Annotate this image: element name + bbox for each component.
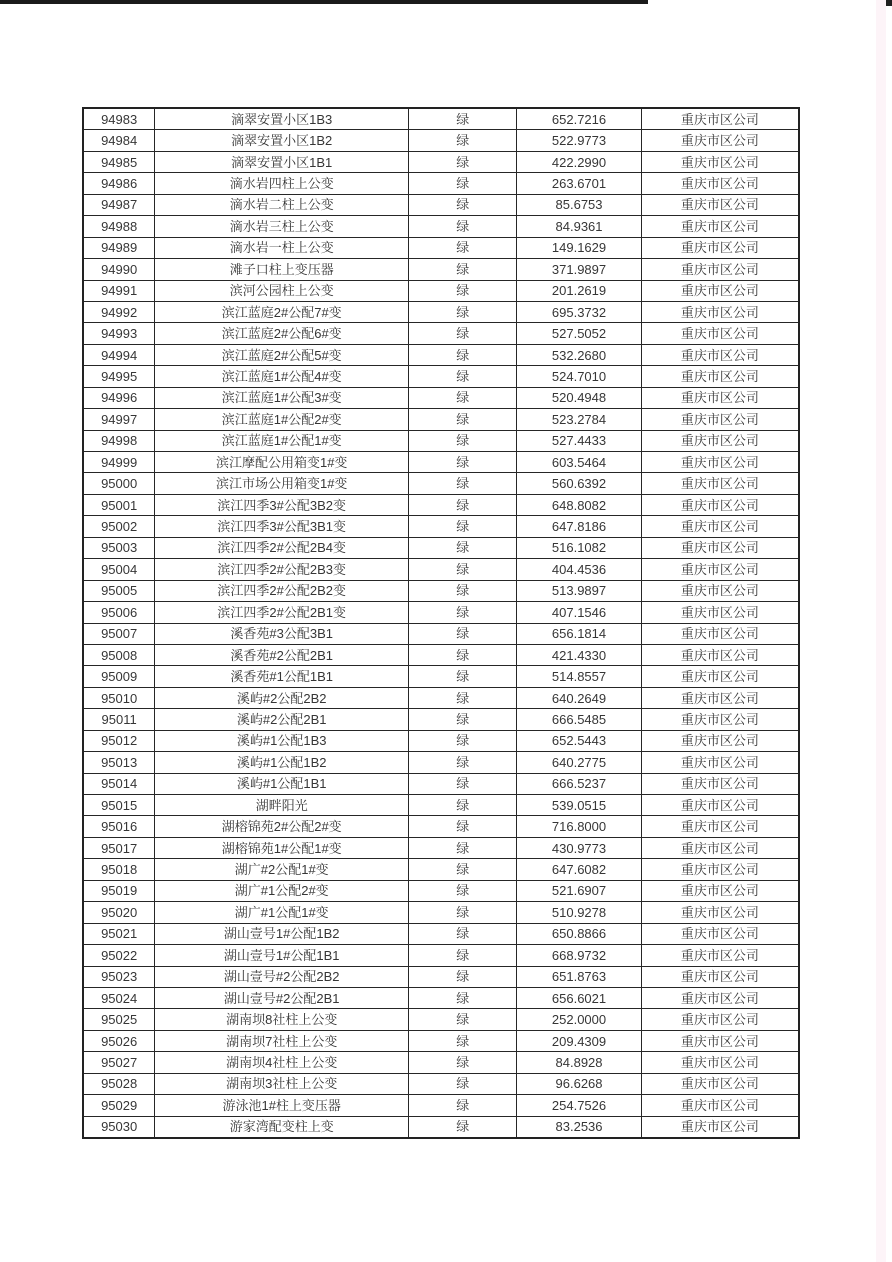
- cell-id: 94999: [83, 452, 155, 473]
- cell-status: 绿: [409, 773, 517, 794]
- cell-company: 重庆市区公司: [641, 709, 799, 730]
- cell-value: 716.8000: [517, 816, 641, 837]
- cell-id: 95014: [83, 773, 155, 794]
- table-row: [83, 1116, 799, 1138]
- cell-id: 94988: [83, 216, 155, 237]
- cell-name: 溪屿#1公配1B1: [155, 773, 409, 794]
- cell-status: 绿: [409, 151, 517, 172]
- cell-status: 绿: [409, 452, 517, 473]
- cell-status: 绿: [409, 344, 517, 365]
- cell-name: 湖广#2公配1#变: [155, 859, 409, 880]
- cell-company: 重庆市区公司: [641, 1073, 799, 1094]
- table-row: [83, 945, 799, 966]
- cell-company: 重庆市区公司: [641, 430, 799, 451]
- cell-id: 95011: [83, 709, 155, 730]
- cell-id: 95015: [83, 795, 155, 816]
- cell-id: 94990: [83, 259, 155, 280]
- table-row: [83, 387, 799, 408]
- cell-status: 绿: [409, 1116, 517, 1138]
- cell-status: 绿: [409, 280, 517, 301]
- cell-company: 重庆市区公司: [641, 280, 799, 301]
- table-row: [83, 837, 799, 858]
- cell-name: 溪香苑#3公配3B1: [155, 623, 409, 644]
- cell-company: 重庆市区公司: [641, 301, 799, 322]
- cell-id: 95027: [83, 1052, 155, 1073]
- table-row: [83, 923, 799, 944]
- cell-value: 83.2536: [517, 1116, 641, 1138]
- table-row: [83, 473, 799, 494]
- table-row: [83, 752, 799, 773]
- table-row: [83, 151, 799, 172]
- cell-id: 94989: [83, 237, 155, 258]
- cell-name: 湖榕锦苑1#公配1#变: [155, 837, 409, 858]
- cell-value: 560.6392: [517, 473, 641, 494]
- cell-id: 95003: [83, 537, 155, 558]
- cell-status: 绿: [409, 687, 517, 708]
- table-row: [83, 1009, 799, 1030]
- cell-company: 重庆市区公司: [641, 837, 799, 858]
- cell-status: 绿: [409, 1030, 517, 1051]
- table-row: [83, 259, 799, 280]
- cell-name: 滴水岩一柱上公变: [155, 237, 409, 258]
- cell-id: 95026: [83, 1030, 155, 1051]
- cell-company: 重庆市区公司: [641, 623, 799, 644]
- cell-id: 95007: [83, 623, 155, 644]
- table-row: [83, 1095, 799, 1116]
- cell-company: 重庆市区公司: [641, 602, 799, 623]
- cell-value: 647.8186: [517, 516, 641, 537]
- table-row: [83, 795, 799, 816]
- cell-name: 滨江四季2#公配2B3变: [155, 559, 409, 580]
- cell-value: 371.9897: [517, 259, 641, 280]
- cell-company: 重庆市区公司: [641, 687, 799, 708]
- cell-name: 湖广#1公配1#变: [155, 902, 409, 923]
- cell-name: 溪屿#1公配1B2: [155, 752, 409, 773]
- cell-name: 滨江四季2#公配2B1变: [155, 602, 409, 623]
- cell-value: 263.6701: [517, 173, 641, 194]
- cell-id: 95029: [83, 1095, 155, 1116]
- cell-company: 重庆市区公司: [641, 130, 799, 151]
- cell-value: 652.7216: [517, 108, 641, 130]
- cell-name: 湖广#1公配2#变: [155, 880, 409, 901]
- cell-name: 溪屿#2公配2B1: [155, 709, 409, 730]
- cell-status: 绿: [409, 880, 517, 901]
- cell-status: 绿: [409, 623, 517, 644]
- cell-value: 650.8866: [517, 923, 641, 944]
- cell-value: 520.4948: [517, 387, 641, 408]
- table-row: [83, 602, 799, 623]
- cell-status: 绿: [409, 709, 517, 730]
- cell-value: 421.4330: [517, 644, 641, 665]
- cell-id: 95024: [83, 987, 155, 1008]
- cell-value: 514.8557: [517, 666, 641, 687]
- cell-company: 重庆市区公司: [641, 409, 799, 430]
- cell-company: 重庆市区公司: [641, 559, 799, 580]
- cell-status: 绿: [409, 945, 517, 966]
- cell-value: 84.8928: [517, 1052, 641, 1073]
- cell-company: 重庆市区公司: [641, 344, 799, 365]
- cell-company: 重庆市区公司: [641, 966, 799, 987]
- cell-status: 绿: [409, 1052, 517, 1073]
- cell-value: 532.2680: [517, 344, 641, 365]
- cell-status: 绿: [409, 816, 517, 837]
- cell-company: 重庆市区公司: [641, 644, 799, 665]
- cell-name: 湖畔阳光: [155, 795, 409, 816]
- cell-company: 重庆市区公司: [641, 366, 799, 387]
- cell-value: 651.8763: [517, 966, 641, 987]
- data-table: [82, 107, 800, 1139]
- cell-status: 绿: [409, 1073, 517, 1094]
- table-row: [83, 644, 799, 665]
- cell-value: 422.2990: [517, 151, 641, 172]
- cell-value: 254.7526: [517, 1095, 641, 1116]
- cell-status: 绿: [409, 173, 517, 194]
- cell-status: 绿: [409, 387, 517, 408]
- scan-edge-right-tint: [876, 0, 886, 1262]
- cell-name: 滨江四季3#公配3B1变: [155, 516, 409, 537]
- cell-id: 94993: [83, 323, 155, 344]
- cell-company: 重庆市区公司: [641, 216, 799, 237]
- cell-status: 绿: [409, 837, 517, 858]
- cell-value: 648.8082: [517, 494, 641, 515]
- cell-value: 666.5237: [517, 773, 641, 794]
- table-row: [83, 730, 799, 751]
- cell-value: 539.0515: [517, 795, 641, 816]
- cell-value: 522.9773: [517, 130, 641, 151]
- cell-status: 绿: [409, 216, 517, 237]
- cell-id: 95000: [83, 473, 155, 494]
- table-row: [83, 130, 799, 151]
- cell-name: 滨江蓝庭2#公配7#变: [155, 301, 409, 322]
- cell-value: 201.2619: [517, 280, 641, 301]
- table-row: [83, 173, 799, 194]
- cell-status: 绿: [409, 537, 517, 558]
- cell-id: 95021: [83, 923, 155, 944]
- cell-value: 85.6753: [517, 194, 641, 215]
- cell-name: 游家湾配变柱上变: [155, 1116, 409, 1138]
- cell-id: 95028: [83, 1073, 155, 1094]
- cell-name: 滨江四季2#公配2B2变: [155, 580, 409, 601]
- table-row: [83, 623, 799, 644]
- table-body: [83, 108, 799, 1138]
- cell-company: 重庆市区公司: [641, 816, 799, 837]
- cell-status: 绿: [409, 559, 517, 580]
- scan-edge-top-strip: [0, 0, 648, 4]
- table-row: [83, 537, 799, 558]
- cell-name: 滨江蓝庭1#公配3#变: [155, 387, 409, 408]
- cell-company: 重庆市区公司: [641, 902, 799, 923]
- cell-name: 溪屿#2公配2B2: [155, 687, 409, 708]
- cell-id: 95001: [83, 494, 155, 515]
- table-row: [83, 580, 799, 601]
- cell-status: 绿: [409, 795, 517, 816]
- table-row: [83, 1052, 799, 1073]
- cell-name: 滨河公园柱上公变: [155, 280, 409, 301]
- cell-value: 84.9361: [517, 216, 641, 237]
- cell-status: 绿: [409, 923, 517, 944]
- cell-name: 湖山壹号#2公配2B1: [155, 987, 409, 1008]
- cell-company: 重庆市区公司: [641, 773, 799, 794]
- cell-value: 524.7010: [517, 366, 641, 387]
- cell-value: 404.4536: [517, 559, 641, 580]
- cell-value: 430.9773: [517, 837, 641, 858]
- cell-id: 95025: [83, 1009, 155, 1030]
- table-row: [83, 494, 799, 515]
- cell-status: 绿: [409, 602, 517, 623]
- cell-value: 640.2775: [517, 752, 641, 773]
- cell-value: 666.5485: [517, 709, 641, 730]
- table-row: [83, 108, 799, 130]
- cell-company: 重庆市区公司: [641, 516, 799, 537]
- cell-company: 重庆市区公司: [641, 473, 799, 494]
- cell-id: 95020: [83, 902, 155, 923]
- cell-status: 绿: [409, 1095, 517, 1116]
- cell-name: 滴翠安置小区1B1: [155, 151, 409, 172]
- cell-company: 重庆市区公司: [641, 259, 799, 280]
- table-row: [83, 344, 799, 365]
- cell-id: 95005: [83, 580, 155, 601]
- table-row: [83, 1030, 799, 1051]
- cell-company: 重庆市区公司: [641, 859, 799, 880]
- cell-name: 湖南坝8社柱上公变: [155, 1009, 409, 1030]
- cell-id: 95008: [83, 644, 155, 665]
- cell-value: 96.6268: [517, 1073, 641, 1094]
- cell-name: 滨江摩配公用箱变1#变: [155, 452, 409, 473]
- cell-name: 溪香苑#1公配1B1: [155, 666, 409, 687]
- cell-id: 94986: [83, 173, 155, 194]
- cell-value: 513.9897: [517, 580, 641, 601]
- cell-status: 绿: [409, 409, 517, 430]
- cell-id: 95004: [83, 559, 155, 580]
- table-row: [83, 516, 799, 537]
- table-row: [83, 902, 799, 923]
- cell-name: 湖山壹号1#公配1B1: [155, 945, 409, 966]
- cell-status: 绿: [409, 752, 517, 773]
- cell-company: 重庆市区公司: [641, 987, 799, 1008]
- cell-status: 绿: [409, 859, 517, 880]
- cell-value: 516.1082: [517, 537, 641, 558]
- cell-company: 重庆市区公司: [641, 387, 799, 408]
- table-row: [83, 430, 799, 451]
- table-row: [83, 987, 799, 1008]
- cell-name: 滴翠安置小区1B2: [155, 130, 409, 151]
- cell-name: 滨江蓝庭1#公配2#变: [155, 409, 409, 430]
- cell-name: 滨江四季2#公配2B4变: [155, 537, 409, 558]
- table-row: [83, 859, 799, 880]
- cell-status: 绿: [409, 516, 517, 537]
- cell-name: 滨江蓝庭1#公配1#变: [155, 430, 409, 451]
- cell-company: 重庆市区公司: [641, 923, 799, 944]
- cell-id: 94992: [83, 301, 155, 322]
- table-row: [83, 559, 799, 580]
- cell-company: 重庆市区公司: [641, 1030, 799, 1051]
- cell-id: 95018: [83, 859, 155, 880]
- cell-id: 94996: [83, 387, 155, 408]
- cell-company: 重庆市区公司: [641, 1052, 799, 1073]
- cell-name: 滴水岩三柱上公变: [155, 216, 409, 237]
- table-row: [83, 773, 799, 794]
- cell-id: 94991: [83, 280, 155, 301]
- cell-status: 绿: [409, 902, 517, 923]
- cell-value: 209.4309: [517, 1030, 641, 1051]
- cell-value: 695.3732: [517, 301, 641, 322]
- cell-status: 绿: [409, 580, 517, 601]
- cell-company: 重庆市区公司: [641, 945, 799, 966]
- cell-id: 94987: [83, 194, 155, 215]
- cell-name: 滩子口柱上变压器: [155, 259, 409, 280]
- cell-id: 94998: [83, 430, 155, 451]
- cell-company: 重庆市区公司: [641, 323, 799, 344]
- cell-id: 94985: [83, 151, 155, 172]
- cell-name: 滴水岩四柱上公变: [155, 173, 409, 194]
- cell-company: 重庆市区公司: [641, 537, 799, 558]
- cell-value: 527.5052: [517, 323, 641, 344]
- cell-value: 149.1629: [517, 237, 641, 258]
- cell-company: 重庆市区公司: [641, 666, 799, 687]
- cell-status: 绿: [409, 966, 517, 987]
- table-row: [83, 409, 799, 430]
- cell-company: 重庆市区公司: [641, 151, 799, 172]
- table-row: [83, 237, 799, 258]
- cell-company: 重庆市区公司: [641, 237, 799, 258]
- table-row: [83, 687, 799, 708]
- cell-company: 重庆市区公司: [641, 752, 799, 773]
- cell-name: 滨江市场公用箱变1#变: [155, 473, 409, 494]
- cell-status: 绿: [409, 259, 517, 280]
- cell-name: 滨江四季3#公配3B2变: [155, 494, 409, 515]
- table-row: [83, 880, 799, 901]
- cell-value: 523.2784: [517, 409, 641, 430]
- cell-status: 绿: [409, 730, 517, 751]
- table-row: [83, 216, 799, 237]
- cell-value: 407.1546: [517, 602, 641, 623]
- cell-status: 绿: [409, 366, 517, 387]
- cell-value: 640.2649: [517, 687, 641, 708]
- cell-company: 重庆市区公司: [641, 730, 799, 751]
- cell-id: 95023: [83, 966, 155, 987]
- cell-value: 527.4433: [517, 430, 641, 451]
- cell-value: 603.5464: [517, 452, 641, 473]
- cell-status: 绿: [409, 987, 517, 1008]
- table-row: [83, 323, 799, 344]
- cell-name: 湖南坝3社柱上公变: [155, 1073, 409, 1094]
- cell-name: 湖南坝4社柱上公变: [155, 1052, 409, 1073]
- table-row: [83, 666, 799, 687]
- cell-value: 252.0000: [517, 1009, 641, 1030]
- cell-value: 510.9278: [517, 902, 641, 923]
- cell-name: 湖南坝7社柱上公变: [155, 1030, 409, 1051]
- cell-company: 重庆市区公司: [641, 580, 799, 601]
- cell-id: 95030: [83, 1116, 155, 1138]
- cell-status: 绿: [409, 323, 517, 344]
- cell-company: 重庆市区公司: [641, 1095, 799, 1116]
- cell-id: 94994: [83, 344, 155, 365]
- table-row: [83, 194, 799, 215]
- cell-id: 94984: [83, 130, 155, 151]
- cell-status: 绿: [409, 194, 517, 215]
- table-row: [83, 280, 799, 301]
- table-row: [83, 452, 799, 473]
- cell-id: 94997: [83, 409, 155, 430]
- cell-id: 95009: [83, 666, 155, 687]
- cell-name: 游泳池1#柱上变压器: [155, 1095, 409, 1116]
- cell-status: 绿: [409, 473, 517, 494]
- cell-status: 绿: [409, 237, 517, 258]
- cell-name: 滨江蓝庭2#公配6#变: [155, 323, 409, 344]
- cell-name: 湖山壹号1#公配1B2: [155, 923, 409, 944]
- cell-name: 湖山壹号#2公配2B2: [155, 966, 409, 987]
- cell-id: 95002: [83, 516, 155, 537]
- cell-company: 重庆市区公司: [641, 452, 799, 473]
- cell-company: 重庆市区公司: [641, 173, 799, 194]
- cell-name: 滨江蓝庭2#公配5#变: [155, 344, 409, 365]
- cell-status: 绿: [409, 644, 517, 665]
- cell-status: 绿: [409, 666, 517, 687]
- cell-name: 滴翠安置小区1B3: [155, 108, 409, 130]
- cell-id: 95012: [83, 730, 155, 751]
- cell-value: 521.6907: [517, 880, 641, 901]
- cell-id: 95010: [83, 687, 155, 708]
- cell-id: 95016: [83, 816, 155, 837]
- cell-name: 湖榕锦苑2#公配2#变: [155, 816, 409, 837]
- cell-id: 95013: [83, 752, 155, 773]
- cell-company: 重庆市区公司: [641, 494, 799, 515]
- cell-name: 溪香苑#2公配2B1: [155, 644, 409, 665]
- cell-status: 绿: [409, 130, 517, 151]
- cell-value: 668.9732: [517, 945, 641, 966]
- cell-value: 656.6021: [517, 987, 641, 1008]
- cell-name: 滴水岩二柱上公变: [155, 194, 409, 215]
- cell-name: 滨江蓝庭1#公配4#变: [155, 366, 409, 387]
- table-row: [83, 366, 799, 387]
- cell-id: 95019: [83, 880, 155, 901]
- cell-id: 95022: [83, 945, 155, 966]
- table-row: [83, 1073, 799, 1094]
- table-row: [83, 816, 799, 837]
- cell-status: 绿: [409, 301, 517, 322]
- cell-status: 绿: [409, 108, 517, 130]
- cell-status: 绿: [409, 494, 517, 515]
- table-row: [83, 301, 799, 322]
- cell-id: 95006: [83, 602, 155, 623]
- cell-value: 656.1814: [517, 623, 641, 644]
- cell-status: 绿: [409, 1009, 517, 1030]
- cell-status: 绿: [409, 430, 517, 451]
- cell-company: 重庆市区公司: [641, 1116, 799, 1138]
- cell-id: 94983: [83, 108, 155, 130]
- cell-company: 重庆市区公司: [641, 194, 799, 215]
- cell-company: 重庆市区公司: [641, 1009, 799, 1030]
- cell-value: 647.6082: [517, 859, 641, 880]
- table-row: [83, 709, 799, 730]
- cell-company: 重庆市区公司: [641, 880, 799, 901]
- table-row: [83, 966, 799, 987]
- cell-company: 重庆市区公司: [641, 108, 799, 130]
- cell-name: 溪屿#1公配1B3: [155, 730, 409, 751]
- cell-company: 重庆市区公司: [641, 795, 799, 816]
- cell-id: 94995: [83, 366, 155, 387]
- cell-value: 652.5443: [517, 730, 641, 751]
- cell-id: 95017: [83, 837, 155, 858]
